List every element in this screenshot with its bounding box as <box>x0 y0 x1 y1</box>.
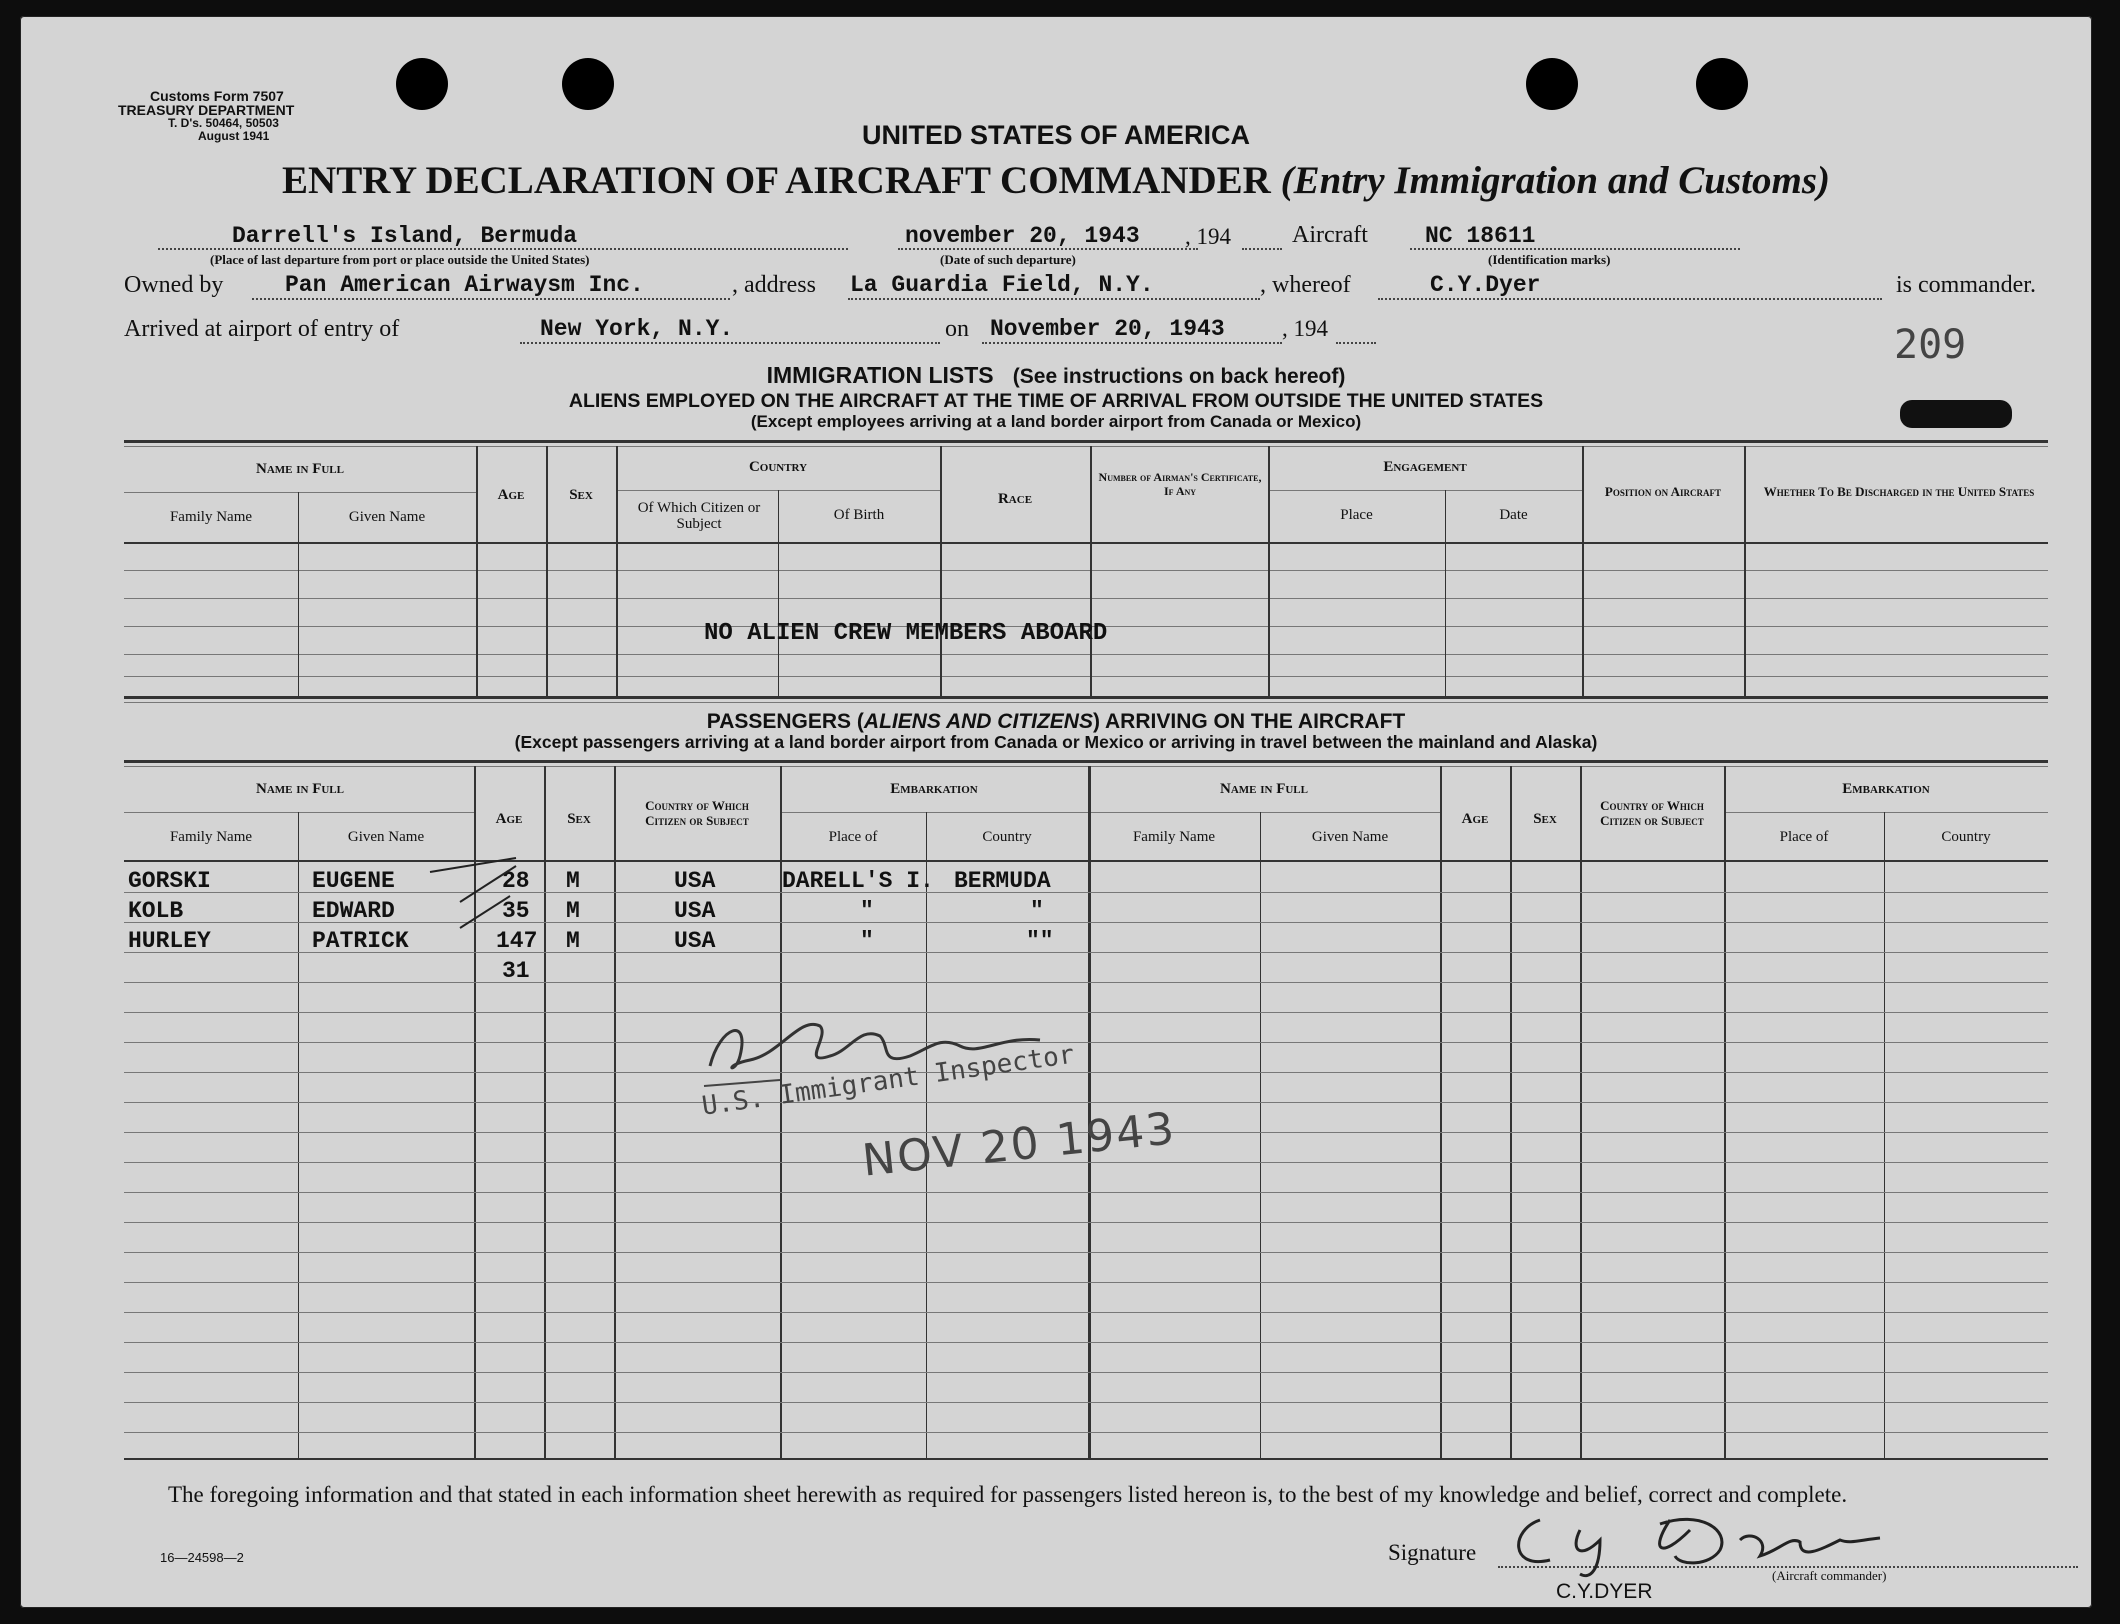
alien-col-birth: Of Birth <box>833 507 885 523</box>
pass-col-place-of: Place of <box>828 829 878 845</box>
row-rule <box>124 1072 2048 1073</box>
owned-by-label: Owned by <box>124 272 224 298</box>
departure-date-caption: (Date of such departure) <box>940 252 1076 267</box>
pass-right-col-name-in-full: Name in Full <box>1219 781 1308 797</box>
pass-col-embarkation: Embarkation <box>890 781 978 797</box>
row-rule <box>124 1312 2048 1313</box>
row-rule <box>124 1192 2048 1193</box>
punch-hole <box>1696 58 1748 110</box>
row-rule <box>124 1282 2048 1283</box>
address-value: La Guardia Field, N.Y. <box>850 272 1154 298</box>
pass-col-age: Age <box>495 811 523 827</box>
table-bottom-rule <box>124 1458 2048 1460</box>
commander-value: C.Y.Dyer <box>1430 272 1541 298</box>
passenger-citizen: USA <box>674 898 716 924</box>
form-code: 16—24598—2 <box>160 1550 244 1565</box>
row-rule <box>124 1342 2048 1343</box>
pass-right-col-family-name: Family Name <box>1132 829 1216 845</box>
immigration-lists-heading: IMMIGRATION LISTS (See instructions on back hereof) <box>766 362 1346 388</box>
pass-right-col-country: Country <box>1941 829 1991 845</box>
row-rule <box>124 1402 2048 1403</box>
commander-suffix: is commander. <box>1896 272 2036 298</box>
passenger-place: " <box>860 928 874 954</box>
row-rule <box>124 952 2048 953</box>
alien-col-country: Country <box>748 459 808 475</box>
arrival-label: Arrived at airport of entry of <box>124 316 400 342</box>
country-heading: UNITED STATES OF AMERICA <box>862 120 1250 150</box>
passenger-citizen: USA <box>674 868 716 894</box>
form-number: Customs Form 7507 <box>150 88 284 104</box>
inspector-stamp-title: U.S. Immigrant Inspector <box>700 1039 1077 1122</box>
aircraft-value: NC 18611 <box>1425 223 1536 249</box>
passenger-country: " <box>1030 898 1044 924</box>
form-td-numbers: T. D's. 50464, 50503 <box>168 116 279 130</box>
aircraft-label: Aircraft <box>1292 222 1368 248</box>
pass-right-col-age: Age <box>1461 811 1489 827</box>
pass-col-name-in-full: Name in Full <box>255 781 344 797</box>
alien-col-family-name: Family Name <box>169 509 253 525</box>
certification-text: The foregoing information and that stated in each information sheet herewith as required for passengers listed hereon is, to the best of my knowledge and belief, correct and complete. <box>168 1482 1848 1507</box>
pass-col-sex: Sex <box>567 811 591 827</box>
aliens-heading: ALIENS EMPLOYED ON THE AIRCRAFT AT THE TIME OF ARRIVAL FROM OUTSIDE THE UNITED STATES <box>568 390 1544 412</box>
pass-right-col-sex: Sex <box>1533 811 1557 827</box>
passenger-extra-age: 31 <box>502 958 530 984</box>
pass-right-col-given-name: Given Name <box>1311 829 1389 845</box>
departure-date-suffix: , 194 <box>1185 224 1231 249</box>
passenger-family-name: HURLEY <box>128 928 211 954</box>
inspector-stamp-date: NOV 20 1943 <box>860 1103 1179 1187</box>
passenger-sex: M <box>566 898 580 924</box>
passenger-place: DARELL'S I. <box>782 868 934 894</box>
passenger-given-name: EUGENE <box>312 868 395 894</box>
address-label: , address <box>732 272 816 298</box>
row-rule <box>124 1432 2048 1433</box>
departure-place-caption: (Place of last departure from port or place outside the United States) <box>210 252 590 267</box>
row-rule <box>124 1012 2048 1013</box>
passenger-age: 147 <box>496 928 538 954</box>
alien-col-discharged: Whether To Be Discharged in the United States <box>1763 484 2035 499</box>
pass-right-col-citizen: Country of Which Citizen or Subject <box>1600 798 1704 828</box>
pass-col-family-name: Family Name <box>169 829 253 845</box>
arrival-place-value: New York, N.Y. <box>540 316 734 342</box>
passenger-sex: M <box>566 928 580 954</box>
pass-right-col-embarkation: Embarkation <box>1842 781 1930 797</box>
row-rule <box>124 1222 2048 1223</box>
pass-col-country: Country <box>982 829 1032 845</box>
arrival-on-label: on <box>945 316 969 342</box>
departure-date-value: november 20, 1943 <box>905 223 1140 249</box>
punch-hole <box>1526 58 1578 110</box>
passenger-given-name: EDWARD <box>312 898 395 924</box>
passengers-heading: PASSENGERS (ALIENS AND CITIZENS) ARRIVING ON THE AIRCRAFT <box>706 710 1406 733</box>
departure-place-value: Darrell's Island, Bermuda <box>232 223 578 249</box>
check-marks <box>420 856 530 956</box>
passenger-family-name: GORSKI <box>128 868 211 894</box>
signature-caption: (Aircraft commander) <box>1772 1568 1887 1583</box>
signature-label: Signature <box>1388 1540 1477 1565</box>
passengers-subheading: (Except passengers arriving at a land border airport from Canada or Mexico or arriving in travel between the mainland and Alaska) <box>514 732 1598 752</box>
row-rule <box>124 1102 2048 1103</box>
no-alien-crew-note: NO ALIEN CREW MEMBERS ABOARD <box>704 620 1108 647</box>
title-paren: (Entry Immigration and Customs) <box>1280 159 1830 202</box>
pass-col-given-name: Given Name <box>347 829 425 845</box>
page-title <box>20 158 2092 203</box>
row-rule <box>124 982 2048 983</box>
alien-col-age: Age <box>497 487 525 503</box>
aircraft-caption: (Identification marks) <box>1488 252 1611 267</box>
arrival-date-suffix: , 194 <box>1282 316 1328 341</box>
passenger-given-name: PATRICK <box>312 928 409 954</box>
alien-col-engagement: Engagement <box>1383 459 1467 475</box>
passenger-age: 35 <box>502 898 530 924</box>
owner-value: Pan American Airwaysm Inc. <box>285 272 644 298</box>
alien-col-sex: Sex <box>569 487 593 503</box>
form-date: August 1941 <box>198 129 270 143</box>
pass-col-citizen: Country of Which Citizen or Subject <box>645 798 749 828</box>
row-rule <box>124 1252 2048 1253</box>
row-rule <box>124 892 2048 893</box>
title-main: ENTRY DECLARATION OF AIRCRAFT COMMANDER <box>282 159 1271 202</box>
alien-col-position: Position on Aircraft <box>1604 484 1722 499</box>
typed-commander-name: C.Y.DYER <box>1556 1580 1653 1603</box>
punch-hole <box>396 58 448 110</box>
aliens-subheading: (Except employees arriving at a land border airport from Canada or Mexico) <box>750 412 1362 431</box>
passenger-age: 28 <box>502 868 530 894</box>
arrival-date-value: November 20, 1943 <box>990 316 1225 342</box>
alien-col-place: Place <box>1340 507 1373 523</box>
page-number-stamp: 209 <box>1894 322 1967 368</box>
pass-right-col-place-of: Place of <box>1779 829 1829 845</box>
row-rule <box>124 1372 2048 1373</box>
whereof-label: , whereof <box>1260 272 1351 298</box>
alien-col-airman-cert: Number of Airman's Certificate, If Any <box>1098 470 1262 498</box>
punch-hole <box>562 58 614 110</box>
passenger-country: BERMUDA <box>954 868 1051 894</box>
alien-col-date: Date <box>1499 507 1528 523</box>
passenger-place: " <box>860 898 874 924</box>
document-page <box>20 16 2092 1608</box>
alien-col-given-name: Given Name <box>348 509 426 525</box>
row-rule <box>124 922 2048 923</box>
passenger-citizen: USA <box>674 928 716 954</box>
form-department: TREASURY DEPARTMENT <box>118 102 295 118</box>
alien-col-citizen: Of Which Citizen or Subject <box>637 500 761 532</box>
alien-col-race: Race <box>997 491 1033 507</box>
alien-col-name-in-full: Name in Full <box>255 461 344 477</box>
passenger-family-name: KOLB <box>128 898 184 924</box>
passenger-country: "" <box>1026 928 1054 954</box>
row-rule <box>124 1042 2048 1043</box>
passenger-sex: M <box>566 868 580 894</box>
